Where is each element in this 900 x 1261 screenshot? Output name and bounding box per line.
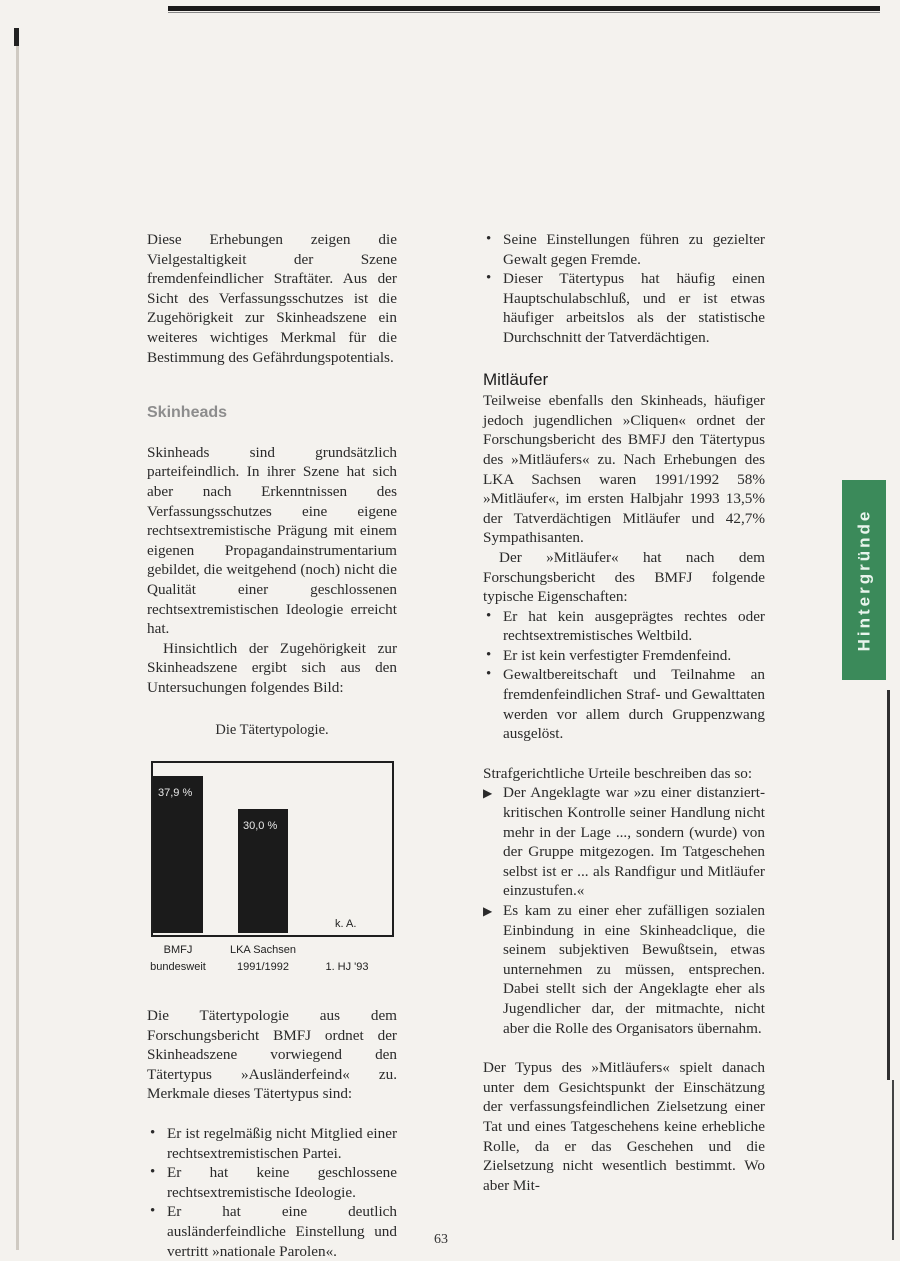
- list-item: • Er ist regelmäßig nicht Mitglied einer rechtsextremistischen Partei.: [147, 1124, 397, 1163]
- list-item: ▶ Der Angeklagte war »zu einer distanziert-kritischen Kontrolle seiner Handlung nicht mehr in der Lage ..., sondern (wurde) von der Gruppe mitgezogen. Im Tatgeschehen selbst ist er ... als Randfigur und Mitläufer einzustufen.«: [483, 783, 765, 901]
- page-left-edge: [16, 30, 19, 1250]
- chart-title: Die Tätertypologie.: [215, 722, 329, 739]
- list-item: • Er hat kein ausgeprägtes rechtes oder rechtsextremistisches Weltbild.: [483, 607, 765, 646]
- court-quotes-list: [483, 783, 765, 1038]
- intro-paragraph: Diese Erhebungen zeigen die Vielgestaltigkeit der Szene fremdenfeindlicher Straftäter. Aus der Sicht des Verfassungsschutzes ist die Zugehörigkeit zur Skinheadszene ein weiteres wichtiges Merkmal für die Bestimmung des Gefährdungspotentials.: [147, 231, 397, 366]
- category-label-top-1: LKA Sachsen: [229, 944, 297, 957]
- page-number: 63: [434, 1232, 448, 1247]
- skinheads-paragraph-2: Hinsichtlich der Zugehörigkeit zur Skinheadszene ergibt sich aus den Untersuchungen folgendes Bild:: [147, 639, 397, 696]
- heading-skinheads: Skinheads: [147, 404, 228, 422]
- mitlaeufer-paragraph-1: Teilweise ebenfalls den Skinheads, häufiger jedoch jugendlichen »Cliquen« ordnet der Forschungsbericht des BMFJ den Tätertypus des »Mitläufers« zu. Nach Erhebungen des LKA Sachsen waren 1991/1992 58% »Mitläufer«, im ersten Halbjahr 1993 13,5% der Tatverdächtigen Mitläufer und 42,7% Sympathisanten.: [483, 392, 765, 547]
- bar-label-lka-1993: k. A.: [335, 918, 357, 931]
- list-item: • Er ist kein verfestigter Fremdenfeind.: [483, 646, 765, 666]
- list-item: • Er hat eine deutlich ausländerfeindliche Einstellung und vertritt »nationale Parolen«.: [147, 1202, 397, 1261]
- typology-paragraph: Die Tätertypologie aus dem Forschungsbericht BMFJ ordnet der Skinheadszene vorwiegend den Tätertypus »Ausländerfeind« zu. Merkmale dieses Tätertypus sind:: [147, 1007, 397, 1103]
- heading-mitlaeufer: Mitläufer: [483, 369, 549, 389]
- final-paragraph: Der Typus des »Mitläufers« spielt danach unter dem Gesichtspunkt der Einschätzung der verfassungsfeindlichen Zielsetzung einer Tat und eines Tatgeschehens keine erhebliche Rolle, da er das Geschehen und die Zielsetzung nicht wesentlich bestimmt. Wo aber Mit-: [483, 1059, 765, 1194]
- top-rule: [168, 6, 880, 11]
- list-item: • Dieser Tätertypus hat häufig einen Hauptschulabschluß, und er ist etwas häufiger arbeitslos als der statistische Durchschnitt der Tatverdächtigen.: [483, 269, 765, 347]
- left-column: [147, 230, 397, 1261]
- category-label-bottom-2: 1. HJ '93: [325, 961, 369, 974]
- category-label-bottom-0: bundesweit: [150, 961, 206, 974]
- page-right-edge-lower: [892, 1080, 894, 1240]
- category-label-top-0: BMFJ: [163, 944, 193, 957]
- side-tab-label: Hintergründe: [854, 508, 874, 652]
- court-paragraph: Strafgerichtliche Urteile beschreiben das so:: [483, 764, 753, 782]
- tatertypologie-chart: [147, 761, 397, 976]
- side-tab-hintergruende[interactable]: [842, 480, 886, 680]
- mitlaeufer-paragraph-2: Der »Mitläufer« hat nach dem Forschungsbericht des BMFJ folgende typische Eigenschaften:: [483, 548, 765, 606]
- bar-label-lka-1991: 30,0 %: [240, 815, 280, 839]
- list-item: • Seine Einstellungen führen zu gezielter Gewalt gegen Fremde.: [483, 230, 765, 269]
- auslaenderfeind-traits-list: [147, 1124, 397, 1261]
- page-left-edge-mark: [14, 28, 19, 46]
- top-rule-thin: [168, 12, 880, 13]
- page-right-edge: [887, 690, 890, 1080]
- skinheads-paragraph-1: Skinheads sind grundsätzlich parteifeindlich. In ihrer Szene hat sich aber nach Erkenntnissen des Verfassungsschutzes eine eigene rechtsextremistische Prägung mit einem eigenen Propagandainstrumentarium gebildet, die weitgehend (noch) nicht die Qualität einer geschlossenen rechtsextremistischen Ideologie erreicht hat.: [147, 443, 397, 638]
- list-item: • Gewaltbereitschaft und Teilnahme an fremdenfeindlichen Straf- und Gewalttaten werden vor allem durch Gruppenzwang ausgelöst.: [483, 665, 765, 743]
- list-item: • Er hat keine geschlossene rechtsextremistische Ideologie.: [147, 1163, 397, 1202]
- auslaenderfeind-traits-list-cont: [483, 230, 765, 348]
- bar-label-bmfj: 37,9 %: [155, 782, 195, 806]
- right-column: [483, 230, 765, 1195]
- category-label-bottom-1: 1991/1992: [237, 961, 289, 974]
- mitlaeufer-traits-list: [483, 607, 765, 744]
- list-item: ▶ Es kam zu einer eher zufälligen sozialen Einbindung in eine Skinheadclique, die seinem subjektiven Bewußtsein, etwas unternehmen zu müssen, entsprechen. Dabei stellt sich der Angeklagte eher als Jugendlicher dar, der mitmachte, nicht aber die Rolle des Organisators übernahm.: [483, 901, 765, 1038]
